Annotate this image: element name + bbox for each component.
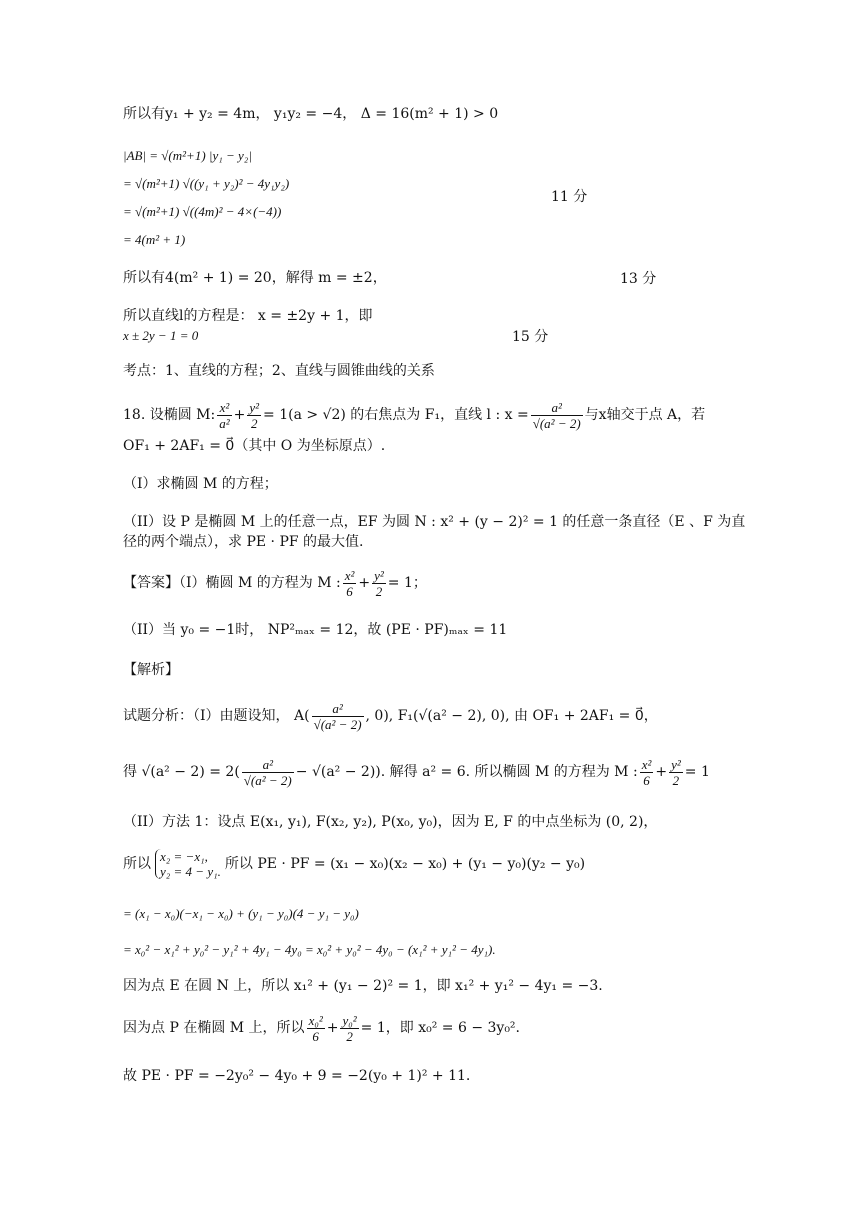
- q18-part-2a: （II）设 P 是椭圆 M 上的任意一点，EF 为圆 N : x² + (y − 2)² = 1 的任意一条直径（E 、F 为直: [123, 514, 746, 530]
- analysis-frac-y: $\frac{\text{y²}}{2}$: [671, 756, 681, 788]
- answer-part-2: （II）当 y₀ = −1时， NP²ₘₐₓ = 12，故 (PE · PF)ₘₐₓ = 11: [123, 622, 508, 638]
- analysis-frac-b: $\frac{\text{a²}}{\text{√(a² − 2)}}$: [243, 756, 292, 788]
- analysis-frac-a: $\frac{\text{a²}}{\text{√(a² − 2)}}$: [313, 700, 362, 732]
- ab-step-2: = √(m²+1) √((y₁ + y₂)² − 4y₁y₂): [123, 176, 290, 191]
- analysis-frac-x0: $\frac{\text{x₀²}}{6}$: [308, 1012, 323, 1044]
- score-13: 13 分: [620, 271, 657, 287]
- ab-step-1: |AB| = √(m²+1) |y₁ − y₂|: [123, 148, 252, 163]
- score-15: 15 分: [512, 329, 549, 345]
- analysis-line-8: 因为点 P 在椭圆 M 上，所以 $\frac{\text{x₀²}}{6}$ + $\frac{\text{y₀²}}{2}$ = 1，即 x₀² = 6 − 3y₀².: [123, 1012, 520, 1044]
- analysis-frac-y0: $\frac{\text{y₀²}}{2}$: [342, 1012, 357, 1044]
- analysis-line-6: = x₀² − x₁² + y₀² − y₁² + 4y₁ − 4y₀ = x₀² + y₀² − 4y₀ − (x₁² + y₁² − 4y₁).: [123, 942, 496, 957]
- line-sum-product: 所以有y₁ + y₂ = 4m， y₁y₂ = −4， Δ = 16(m² + 1) > 0: [123, 106, 499, 122]
- ab-step-3: = √(m²+1) √((4m)² − 4×(−4)): [123, 204, 282, 219]
- answer-part-1: 【答案】（I）椭圆 M 的方程为 M : $\frac{\text{x²}}{6}$ + $\frac{\text{y²}}{2}$ = 1；: [123, 567, 427, 599]
- line-equation: x ± 2y − 1 = 0: [123, 328, 199, 343]
- ab-step-4: = 4(m² + 1): [123, 232, 186, 247]
- kaodian: 考点：1、直线的方程；2、直线与圆锥曲线的关系: [123, 363, 435, 379]
- q18-frac-line: $\frac{\text{a²}}{\text{√(a² − 2)}}$: [532, 399, 581, 431]
- solve-m-line: 所以有4(m² + 1) = 20，解得 m = ±2，: [123, 270, 387, 286]
- analysis-line-5: = (x₁ − x₀)(−x₁ − x₀) + (y₁ − y₀)(4 − y₁ − y₀): [123, 906, 359, 921]
- line-equation-intro: 所以直线l的方程是： x = ±2y + 1，即: [123, 308, 373, 324]
- answer-prefix: 【答案】（I）椭圆 M 的方程为 M :: [123, 575, 341, 591]
- analysis-line-3: （II）方法 1：设点 E(x₁, y₁), F(x₂, y₂), P(x₀, y₀)，因为 E, F 的中点坐标为 (0, 2)，: [123, 814, 658, 830]
- analysis-frac-x: $\frac{\text{x²}}{6}$: [641, 756, 652, 788]
- q18-tail: 与x轴交于点 A，若: [584, 407, 706, 423]
- q18-mid: = 1(a > √2) 的右焦点为 F₁，直线 l : x =: [263, 407, 529, 423]
- q18-vector-condition: OF₁ + 2AF₁ = 0⃗（其中 O 为坐标原点）.: [123, 438, 386, 454]
- q18-part-2b: 径的两个端点），求 PE · PF 的最大值.: [123, 534, 364, 550]
- q18-prefix: 18. 设椭圆 M:: [123, 407, 216, 423]
- analysis-system: x₂ = −x₁, y₂ = 4 − y₁.: [155, 849, 221, 879]
- jiexi-heading: 【解析】: [123, 662, 179, 678]
- analysis-line-7: 因为点 E 在圆 N 上，所以 x₁² + (y₁ − 2)² = 1，即 x₁² + y₁² − 4y₁ = −3.: [123, 978, 603, 994]
- answer-frac-x: $\frac{\text{x²}}{6}$: [344, 567, 355, 599]
- analysis-line-4: 所以 x₂ = −x₁, y₂ = 4 − y₁. 所以 PE · PF = (x₁ − x₀)(x₂ − x₀) + (y₁ − y₀)(y₂ − y₀): [123, 849, 586, 879]
- analysis-line-1: 试题分析：（I）由题设知， A( $\frac{\text{a²}}{\text{√(a² − 2)}}$ , 0), F₁(√(a² − 2), 0), 由 OF₁ + 2AF₁ = 0⃗，: [123, 700, 658, 732]
- q18-frac-x: $\frac{\text{x²}}{\text{a²}}$: [219, 399, 230, 431]
- q18-frac-y: $\frac{\text{y²}}{2}$: [249, 399, 260, 431]
- score-11: 11 分: [551, 189, 588, 205]
- analysis-line-2: 得 √(a² − 2) = 2( $\frac{\text{a²}}{\text{√(a² − 2)}}$ − √(a² − 2)). 解得 a² = 6. 所以椭圆 M 的方程为 M : $\frac{\text{x²}}{6}$ + $\frac{\text{y²}}{2}$ = 1: [123, 756, 710, 788]
- analysis-line-9: 故 PE · PF = −2y₀² − 4y₀ + 9 = −2(y₀ + 1)² + 11.: [123, 1068, 471, 1084]
- q18-statement: 18. 设椭圆 M: $\frac{\text{x²}}{\text{a²}}$ + $\frac{\text{y²}}{2}$ = 1(a > √2) 的右焦点为 F₁，直线 l : x = $\frac{\text{a²}}{\text{√(a² − 2)}}$ 与x轴交于点 A，若: [123, 399, 706, 431]
- answer-frac-y: $\frac{\text{y²}}{2}$: [374, 567, 384, 599]
- q18-part-1: （I）求椭圆 M 的方程；: [123, 476, 278, 492]
